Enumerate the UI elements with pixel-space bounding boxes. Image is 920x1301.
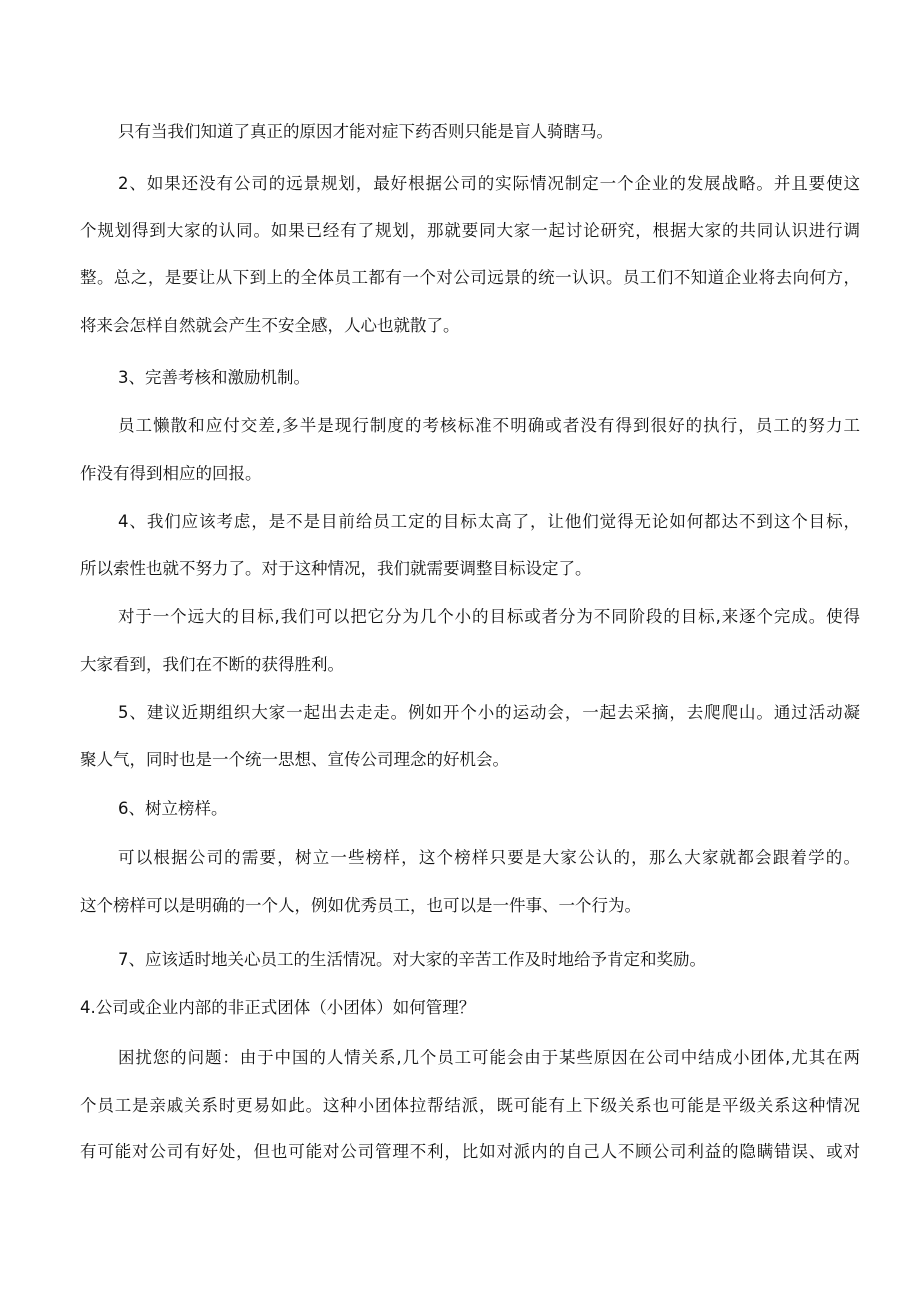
paragraph-line: 作没有得到相应的回报。 (80, 464, 262, 483)
paragraph-line: 这个榜样可以是明确的一个人，例如优秀员工，也可以是一件事、一个行为。 (80, 896, 641, 915)
paragraph-line: 对于一个远大的目标,我们可以把它分为几个小的目标或者分为不同阶段的目标,来逐个完成。使得 (118, 607, 860, 626)
paragraph-line: 6、树立榜样。 (118, 799, 228, 818)
paragraph-line: 4、我们应该考虑，是不是目前给员工定的目标太高了，让他们觉得无论如何都达不到这个目标， (118, 512, 860, 531)
section-heading: 4.公司或企业内部的非正式团体（小团体）如何管理？ (80, 998, 476, 1017)
paragraph-line: 聚人气，同时也是一个统一思想、宣传公司理念的好机会。 (80, 750, 509, 769)
paragraph-line: 所以索性也就不努力了。对于这种情况，我们就需要调整目标设定了。 (80, 559, 592, 578)
paragraph-line: 有可能对公司有好处，但也可能对公司管理不利，比如对派内的自己人不顾公司利益的隐瞒错误、或对 (80, 1142, 860, 1161)
paragraph-line: 5、建议近期组织大家一起出去走走。例如开个小的运动会，一起去采摘，去爬爬山。通过活动凝 (118, 703, 860, 722)
paragraph-line: 7、应该适时地关心员工的生活情况。对大家的辛苦工作及时地给予肯定和奖励。 (118, 950, 706, 969)
paragraph-line: 2、如果还没有公司的远景规划，最好根据公司的实际情况制定一个企业的发展战略。并且要使这 (118, 174, 860, 193)
paragraph-line: 个规划得到大家的认同。如果已经有了规划，那就要同大家一起讨论研究，根据大家的共同认识进行调 (80, 221, 860, 240)
paragraph-line: 整。总之，是要让从下到上的全体员工都有一个对公司远景的统一认识。员工们不知道企业将去向何方， (80, 268, 860, 287)
paragraph-line: 3、完善考核和激励机制。 (118, 368, 310, 387)
paragraph-line: 只有当我们知道了真正的原因才能对症下药否则只能是盲人骑瞎马。 (118, 122, 613, 141)
paragraph-line: 大家看到，我们在不断的获得胜利。 (80, 655, 344, 674)
paragraph-line: 员工懒散和应付交差,多半是现行制度的考核标准不明确或者没有得到很好的执行，员工的努力工 (118, 416, 860, 435)
paragraph-line: 将来会怎样自然就会产生不安全感，人心也就散了。 (80, 316, 460, 335)
paragraph-line: 可以根据公司的需要，树立一些榜样，这个榜样只要是大家公认的，那么大家就都会跟着学的。 (118, 848, 860, 867)
paragraph-line: 个员工是亲戚关系时更易如此。这种小团体拉帮结派，既可能有上下级关系也可能是平级关系这种情况 (80, 1096, 860, 1115)
paragraph-line: 困扰您的问题：由于中国的人情关系,几个员工可能会由于某些原因在公司中结成小团体,尤其在两 (118, 1048, 860, 1067)
